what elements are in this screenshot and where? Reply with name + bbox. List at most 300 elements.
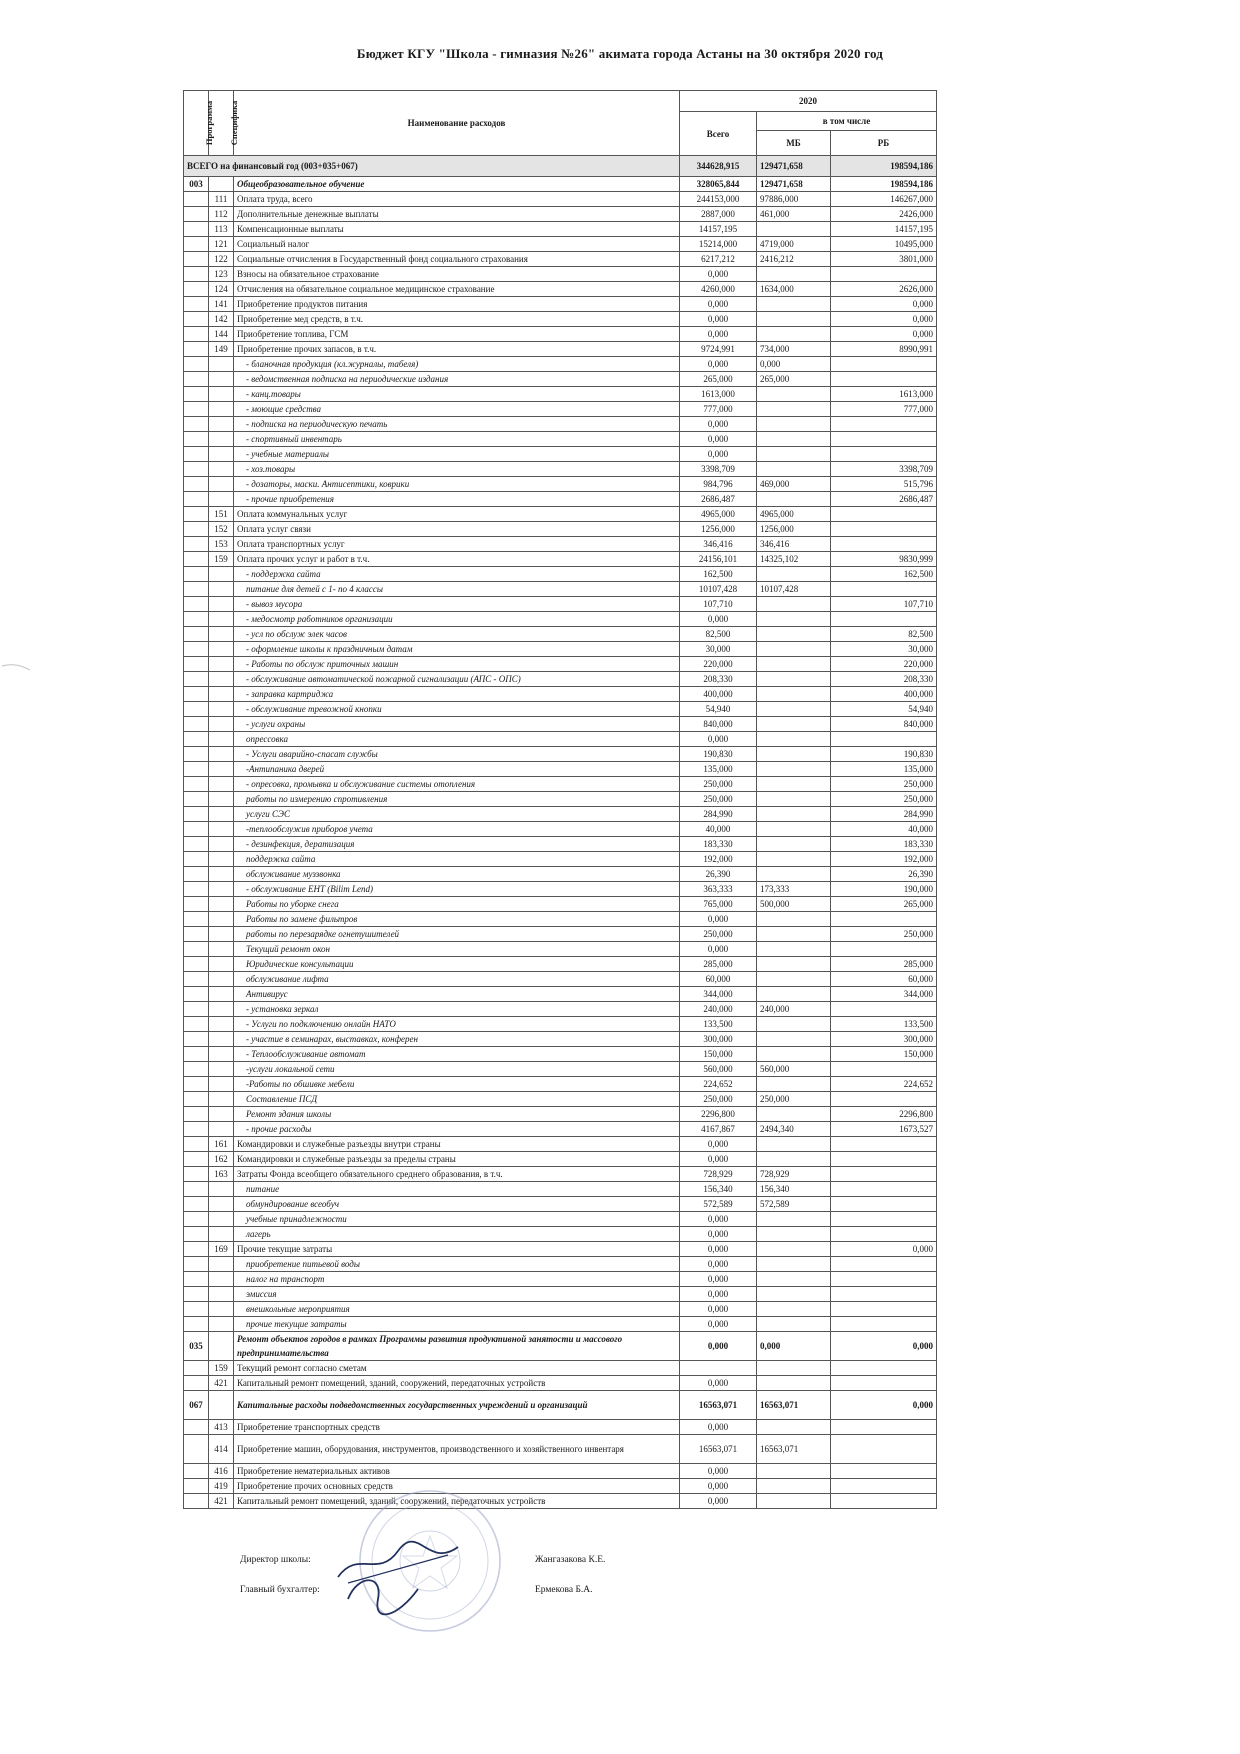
- mb-cell: [757, 222, 831, 237]
- table-row: [184, 387, 937, 402]
- header-rb: РБ: [831, 131, 937, 156]
- table-row: [184, 867, 937, 882]
- program-code-cell: [184, 792, 209, 807]
- header-name: Наименование расходов: [234, 91, 680, 156]
- program-code-cell: 003: [184, 177, 209, 192]
- total-cell: 300,000: [680, 1032, 757, 1047]
- table-row: [184, 852, 937, 867]
- program-code-cell: [184, 447, 209, 462]
- program-code-cell: [184, 942, 209, 957]
- total-cell: 0,000: [680, 357, 757, 372]
- specific-code-cell: 121: [209, 237, 234, 252]
- rb-cell: 40,000: [831, 822, 937, 837]
- signature-block: [240, 1555, 860, 1615]
- expense-name-cell: Оплата труда, всего: [234, 192, 680, 207]
- table-row: [184, 582, 937, 597]
- mb-cell: [757, 1361, 831, 1376]
- specific-code-cell: [209, 942, 234, 957]
- specific-code-cell: [209, 1107, 234, 1122]
- total-cell: 0,000: [680, 1479, 757, 1494]
- table-row: [184, 1077, 937, 1092]
- accountant-signature-icon: [328, 1569, 448, 1619]
- program-code-cell: [184, 432, 209, 447]
- specific-code-cell: [209, 777, 234, 792]
- table-row: [184, 1137, 937, 1152]
- program-code-cell: [184, 1167, 209, 1182]
- expense-name-cell: питание для детей с 1- по 4 классы: [234, 582, 680, 597]
- rb-cell: 0,000: [831, 1391, 937, 1420]
- total-cell: 2296,800: [680, 1107, 757, 1122]
- expense-name-cell: Взносы на обязательное страхование: [234, 267, 680, 282]
- total-cell: 328065,844: [680, 177, 757, 192]
- total-cell: 4167,867: [680, 1122, 757, 1137]
- total-cell: 0,000: [680, 297, 757, 312]
- specific-code-cell: 414: [209, 1435, 234, 1464]
- table-row: [184, 492, 937, 507]
- program-code-cell: [184, 192, 209, 207]
- rb-cell: 777,000: [831, 402, 937, 417]
- grand-total-row: [184, 156, 937, 177]
- specific-code-cell: [209, 567, 234, 582]
- table-row: [184, 1242, 937, 1257]
- rb-cell: [831, 912, 937, 927]
- total-cell: 4965,000: [680, 507, 757, 522]
- specific-code-cell: [209, 972, 234, 987]
- specific-code-cell: [209, 1302, 234, 1317]
- table-row: [184, 717, 937, 732]
- rb-cell: 2686,487: [831, 492, 937, 507]
- specific-code-cell: [209, 492, 234, 507]
- mb-cell: [757, 942, 831, 957]
- mb-cell: [757, 312, 831, 327]
- rb-cell: 82,500: [831, 627, 937, 642]
- grand-total-label: ВСЕГО на финансовый год (003+035+067): [184, 156, 680, 177]
- total-cell: 0,000: [680, 1137, 757, 1152]
- expense-name-cell: - спортивный инвентарь: [234, 432, 680, 447]
- mb-cell: [757, 1032, 831, 1047]
- table-row: [184, 882, 937, 897]
- table-row: [184, 417, 937, 432]
- specific-code-cell: [209, 957, 234, 972]
- total-cell: 9724,991: [680, 342, 757, 357]
- program-code-cell: [184, 417, 209, 432]
- rb-cell: [831, 1002, 937, 1017]
- expense-name-cell: Юридические консультации: [234, 957, 680, 972]
- header-mb: МБ: [757, 131, 831, 156]
- expense-name-cell: Оплата услуг связи: [234, 522, 680, 537]
- total-cell: 0,000: [680, 1464, 757, 1479]
- budget-table: [183, 90, 937, 1509]
- specific-code-cell: [209, 582, 234, 597]
- total-cell: 0,000: [680, 267, 757, 282]
- total-cell: 0,000: [680, 912, 757, 927]
- expense-name-cell: - Теплообслуживание автомат: [234, 1047, 680, 1062]
- table-row: [184, 1167, 937, 1182]
- specific-code-cell: [209, 657, 234, 672]
- expense-name-cell: Приобретение продуктов питания: [234, 297, 680, 312]
- specific-code-cell: 149: [209, 342, 234, 357]
- table-row: [184, 1002, 937, 1017]
- program-code-cell: [184, 882, 209, 897]
- program-code-cell: [184, 852, 209, 867]
- accountant-name: Ермекова Б.А.: [535, 1585, 593, 1595]
- mb-cell: 129471,658: [757, 177, 831, 192]
- program-code-cell: [184, 1242, 209, 1257]
- rb-cell: [831, 507, 937, 522]
- mb-cell: [757, 1047, 831, 1062]
- mb-cell: 500,000: [757, 897, 831, 912]
- program-code-cell: [184, 777, 209, 792]
- expense-name-cell: - хоз.товары: [234, 462, 680, 477]
- accountant-role: Главный бухгалтер:: [240, 1585, 320, 1595]
- expense-name-cell: поддержка сайта: [234, 852, 680, 867]
- program-code-cell: [184, 597, 209, 612]
- specific-code-cell: 153: [209, 537, 234, 552]
- mb-cell: 173,333: [757, 882, 831, 897]
- table-row: [184, 1494, 937, 1509]
- total-cell: 250,000: [680, 777, 757, 792]
- rb-cell: [831, 1167, 937, 1182]
- specific-code-cell: 161: [209, 1137, 234, 1152]
- total-cell: 16563,071: [680, 1391, 757, 1420]
- rb-cell: [831, 612, 937, 627]
- expense-name-cell: - прочие расходы: [234, 1122, 680, 1137]
- table-row: [184, 1332, 937, 1361]
- expense-name-cell: Дополнительные денежные выплаты: [234, 207, 680, 222]
- total-cell: 728,929: [680, 1167, 757, 1182]
- table-row: [184, 357, 937, 372]
- total-cell: 54,940: [680, 702, 757, 717]
- mb-cell: [757, 687, 831, 702]
- program-code-cell: [184, 1376, 209, 1391]
- table-row: [184, 327, 937, 342]
- total-cell: 0,000: [680, 1332, 757, 1361]
- rb-cell: [831, 1464, 937, 1479]
- mb-cell: 0,000: [757, 1332, 831, 1361]
- program-code-cell: [184, 687, 209, 702]
- mb-cell: 346,416: [757, 537, 831, 552]
- program-code-cell: [184, 927, 209, 942]
- mb-cell: [757, 927, 831, 942]
- rb-cell: 250,000: [831, 777, 937, 792]
- program-code-cell: [184, 1435, 209, 1464]
- specific-code-cell: [209, 927, 234, 942]
- expense-name-cell: - дозаторы, маски. Антисептики, коврики: [234, 477, 680, 492]
- mb-cell: [757, 1257, 831, 1272]
- mb-cell: 156,340: [757, 1182, 831, 1197]
- table-row: [184, 1122, 937, 1137]
- mb-cell: [757, 777, 831, 792]
- total-cell: 840,000: [680, 717, 757, 732]
- total-cell: 14157,195: [680, 222, 757, 237]
- rb-cell: 54,940: [831, 702, 937, 717]
- total-cell: 0,000: [680, 1494, 757, 1509]
- table-row: [184, 942, 937, 957]
- table-row: [184, 1420, 937, 1435]
- total-cell: 135,000: [680, 762, 757, 777]
- total-cell: 0,000: [680, 447, 757, 462]
- expense-name-cell: опрессовка: [234, 732, 680, 747]
- total-cell: 400,000: [680, 687, 757, 702]
- specific-code-cell: [209, 1092, 234, 1107]
- total-cell: 24156,101: [680, 552, 757, 567]
- specific-code-cell: 159: [209, 1361, 234, 1376]
- total-cell: 26,390: [680, 867, 757, 882]
- specific-code-cell: 152: [209, 522, 234, 537]
- table-row: [184, 432, 937, 447]
- total-cell: 30,000: [680, 642, 757, 657]
- grand-total-sum: 344628,915: [680, 156, 757, 177]
- total-cell: 0,000: [680, 312, 757, 327]
- table-row: [184, 1182, 937, 1197]
- expense-name-cell: обслуживание муззвонка: [234, 867, 680, 882]
- expense-name-cell: питание: [234, 1182, 680, 1197]
- table-row: [184, 237, 937, 252]
- total-cell: 0,000: [680, 1302, 757, 1317]
- specific-code-cell: [209, 837, 234, 852]
- rb-cell: 344,000: [831, 987, 937, 1002]
- specific-code-cell: [209, 792, 234, 807]
- table-row: [184, 777, 937, 792]
- total-cell: 1613,000: [680, 387, 757, 402]
- program-code-cell: [184, 357, 209, 372]
- total-cell: 40,000: [680, 822, 757, 837]
- table-row: [184, 1032, 937, 1047]
- program-code-cell: [184, 867, 209, 882]
- rb-cell: 2426,000: [831, 207, 937, 222]
- expense-name-cell: - подписка на периодическую печать: [234, 417, 680, 432]
- table-row: [184, 402, 937, 417]
- table-row: [184, 252, 937, 267]
- table-row: [184, 732, 937, 747]
- mb-cell: [757, 807, 831, 822]
- expense-name-cell: Прочие текущие затраты: [234, 1242, 680, 1257]
- specific-code-cell: [209, 477, 234, 492]
- program-code-cell: [184, 207, 209, 222]
- table-row: [184, 987, 937, 1002]
- total-cell: 765,000: [680, 897, 757, 912]
- total-cell: 0,000: [680, 1212, 757, 1227]
- specific-code-cell: 151: [209, 507, 234, 522]
- expense-name-cell: налог на транспорт: [234, 1272, 680, 1287]
- program-code-cell: [184, 312, 209, 327]
- rb-cell: [831, 537, 937, 552]
- program-code-cell: [184, 462, 209, 477]
- table-row: [184, 687, 937, 702]
- specific-code-cell: 144: [209, 327, 234, 342]
- program-code-cell: [184, 702, 209, 717]
- total-cell: 240,000: [680, 1002, 757, 1017]
- rb-cell: [831, 732, 937, 747]
- mb-cell: [757, 1302, 831, 1317]
- specific-code-cell: [209, 1257, 234, 1272]
- program-code-cell: [184, 1479, 209, 1494]
- mb-cell: [757, 1494, 831, 1509]
- rb-cell: [831, 1287, 937, 1302]
- specific-code-cell: [209, 867, 234, 882]
- specific-code-cell: [209, 417, 234, 432]
- mb-cell: [757, 612, 831, 627]
- mb-cell: [757, 432, 831, 447]
- table-row: [184, 1391, 937, 1420]
- program-code-cell: [184, 507, 209, 522]
- program-code-cell: [184, 1302, 209, 1317]
- expense-name-cell: Общеобразовательное обучение: [234, 177, 680, 192]
- expense-name-cell: лагерь: [234, 1227, 680, 1242]
- table-row: [184, 267, 937, 282]
- table-row: [184, 1257, 937, 1272]
- expense-name-cell: - обслуживание автоматической пожарной сигнализации (АПС - ОПС): [234, 672, 680, 687]
- document-title: Бюджет КГУ "Школа - гимназия №26" акимата города Астаны на 30 октября 2020 год: [356, 46, 884, 61]
- table-row: [184, 522, 937, 537]
- rb-cell: [831, 582, 937, 597]
- rb-cell: 0,000: [831, 327, 937, 342]
- mb-cell: [757, 837, 831, 852]
- expense-name-cell: Приобретение прочих запасов, в т.ч.: [234, 342, 680, 357]
- program-code-cell: [184, 762, 209, 777]
- table-row: [184, 702, 937, 717]
- rb-cell: [831, 1137, 937, 1152]
- total-cell: 0,000: [680, 417, 757, 432]
- rb-cell: 190,000: [831, 882, 937, 897]
- expense-name-cell: - вывоз мусора: [234, 597, 680, 612]
- table-row: [184, 972, 937, 987]
- table-row: [184, 297, 937, 312]
- program-code-cell: [184, 1182, 209, 1197]
- total-cell: 107,710: [680, 597, 757, 612]
- expense-name-cell: Работы по уборке снега: [234, 897, 680, 912]
- program-code-cell: [184, 477, 209, 492]
- specific-code-cell: 421: [209, 1376, 234, 1391]
- expense-name-cell: Командировки и служебные разъезды внутри страны: [234, 1137, 680, 1152]
- rb-cell: 150,000: [831, 1047, 937, 1062]
- program-code-cell: [184, 1032, 209, 1047]
- total-cell: 6217,212: [680, 252, 757, 267]
- specific-code-cell: [209, 807, 234, 822]
- specific-code-cell: 419: [209, 1479, 234, 1494]
- mb-cell: 265,000: [757, 372, 831, 387]
- specific-code-cell: [209, 462, 234, 477]
- expense-name-cell: Командировки и служебные разъезды за пределы страны: [234, 1152, 680, 1167]
- total-cell: 192,000: [680, 852, 757, 867]
- expense-name-cell: - Услуги аварийно-спасат службы: [234, 747, 680, 762]
- total-cell: 0,000: [680, 1287, 757, 1302]
- rb-cell: [831, 1302, 937, 1317]
- expense-name-cell: Капитальные расходы подведомственных государственных учреждений и организаций: [234, 1391, 680, 1420]
- table-row: [184, 192, 937, 207]
- expense-name-cell: - участие в семинарах, выставках, конферен: [234, 1032, 680, 1047]
- expense-name-cell: - поддержка сайта: [234, 567, 680, 582]
- expense-name-cell: - Услуги по подключению онлайн НАТО: [234, 1017, 680, 1032]
- expense-name-cell: - моющие средства: [234, 402, 680, 417]
- mb-cell: [757, 912, 831, 927]
- mb-cell: 16563,071: [757, 1391, 831, 1420]
- specific-code-cell: [209, 882, 234, 897]
- rb-cell: 135,000: [831, 762, 937, 777]
- total-cell: 346,416: [680, 537, 757, 552]
- table-row: [184, 477, 937, 492]
- mb-cell: [757, 987, 831, 1002]
- mb-cell: [757, 327, 831, 342]
- expense-name-cell: - опресовка, промывка и обслуживание системы отопления: [234, 777, 680, 792]
- program-code-cell: [184, 1002, 209, 1017]
- mb-cell: [757, 1287, 831, 1302]
- program-code-cell: [184, 327, 209, 342]
- mb-cell: 240,000: [757, 1002, 831, 1017]
- expense-name-cell: -Антипаника дверей: [234, 762, 680, 777]
- rb-cell: 0,000: [831, 1332, 937, 1361]
- total-cell: 150,000: [680, 1047, 757, 1062]
- table-row: [184, 537, 937, 552]
- rb-cell: [831, 522, 937, 537]
- mb-cell: [757, 462, 831, 477]
- program-code-cell: [184, 642, 209, 657]
- total-cell: 16563,071: [680, 1435, 757, 1464]
- mb-cell: [757, 297, 831, 312]
- mb-cell: [757, 1137, 831, 1152]
- total-cell: 0,000: [680, 327, 757, 342]
- program-code-cell: 035: [184, 1332, 209, 1361]
- program-code-cell: [184, 282, 209, 297]
- program-code-cell: [184, 1092, 209, 1107]
- total-cell: 284,990: [680, 807, 757, 822]
- expense-name-cell: - бланочная продукция (кл.журналы, табеля): [234, 357, 680, 372]
- table-row: [184, 762, 937, 777]
- table-row: [184, 1092, 937, 1107]
- program-code-cell: [184, 252, 209, 267]
- table-row: [184, 1317, 937, 1332]
- mb-cell: 14325,102: [757, 552, 831, 567]
- mb-cell: 4719,000: [757, 237, 831, 252]
- expense-name-cell: работы по перезарядке огнетушителей: [234, 927, 680, 942]
- table-row: [184, 1017, 937, 1032]
- total-cell: 10107,428: [680, 582, 757, 597]
- mb-cell: 16563,071: [757, 1435, 831, 1464]
- total-cell: 285,000: [680, 957, 757, 972]
- mb-cell: 2494,340: [757, 1122, 831, 1137]
- mb-cell: [757, 417, 831, 432]
- expense-name-cell: -теплообслужив приборов учета: [234, 822, 680, 837]
- mb-cell: [757, 1242, 831, 1257]
- table-row: [184, 222, 937, 237]
- specific-code-cell: [209, 177, 234, 192]
- mb-cell: 469,000: [757, 477, 831, 492]
- specific-code-cell: [209, 612, 234, 627]
- program-code-cell: [184, 972, 209, 987]
- mb-cell: [757, 492, 831, 507]
- specific-code-cell: 122: [209, 252, 234, 267]
- table-row: [184, 372, 937, 387]
- table-row: [184, 1287, 937, 1302]
- program-code-cell: [184, 1494, 209, 1509]
- total-cell: 265,000: [680, 372, 757, 387]
- program-code-cell: [184, 1420, 209, 1435]
- table-row: [184, 807, 937, 822]
- rb-cell: [831, 1182, 937, 1197]
- mb-cell: [757, 732, 831, 747]
- rb-cell: [831, 1494, 937, 1509]
- rb-cell: 224,652: [831, 1077, 937, 1092]
- program-code-cell: [184, 612, 209, 627]
- expense-name-cell: Капитальный ремонт помещений, зданий, сооружений, передаточных устройств: [234, 1494, 680, 1509]
- specific-code-cell: [209, 912, 234, 927]
- mb-cell: [757, 1272, 831, 1287]
- expense-name-cell: - обслуживание тревожной кнопки: [234, 702, 680, 717]
- total-cell: 220,000: [680, 657, 757, 672]
- mb-cell: [757, 1152, 831, 1167]
- expense-name-cell: Приобретение прочих основных средств: [234, 1479, 680, 1494]
- total-cell: 244153,000: [680, 192, 757, 207]
